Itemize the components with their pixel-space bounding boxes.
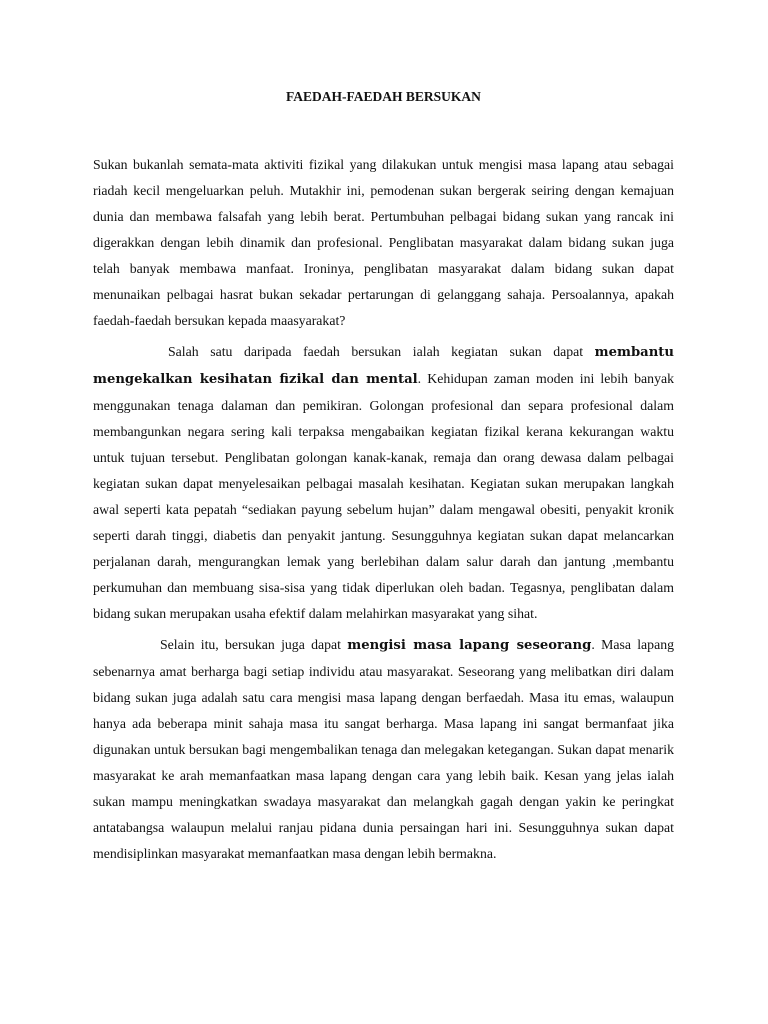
paragraph-introduction — [93, 152, 674, 334]
paragraph-text: Sukan bukanlah semata-mata aktiviti fizikal yang dilakukan untuk mengisi masa lapang atau sebagai riadah kecil mengeluarkan peluh. Mutakhir ini, pemodenan sukan bergerak seiring dengan kemajuan dunia dan membawa falsafah yang lebih berat. Pertumbuhan pelbagai bidang sukan yang rancak ini digerakkan dengan lebih dinamik dan profesional. Penglibatan masyarakat dalam bidang sukan juga telah banyak membawa manfaat. Ironinya, penglibatan masyarakat dalam bidang sukan dapat menunaikan pelbagai hasrat bukan sekadar pertarungan di gelanggang sahaja. Persoalannya, apakah faedah-faedah bersukan kepada maasyarakat? — [93, 157, 674, 328]
paragraph-text-lead: Salah satu daripada faedah bersukan ialah kegiatan sukan dapat — [168, 344, 595, 359]
document-title: FAEDAH-FAEDAH BERSUKAN — [286, 89, 481, 104]
document-page — [93, 84, 674, 867]
bold-key-point: mengisi masa lapang seseorang — [347, 638, 592, 653]
paragraph-text-lead: Selain itu, bersukan juga dapat — [160, 637, 348, 652]
paragraph-health-benefit — [93, 339, 674, 627]
paragraph-text-rest: . Kehidupan zaman moden ini lebih banyak menggunakan tenaga dalaman dan pemikiran. Golongan profesional dan separa profesional dalam membangunkan negara sering kali terpaksa mengabaikan kegiatan fizikal kerana kekurangan waktu untuk tujuan tersebut. Penglibatan golongan kanak-kanak, remaja dan orang dewasa dalam pelbagai kegiatan sukan dapat menyelesaikan pelbagai masalah kesihatan. Kegiatan sukan merupakan langkah awal seperti kata pepatah “sediakan payung sebelum hujan” dalam mengawal obesiti, penyakit kronik seperti darah tinggi, diabetis dan penyakit jantung. Sesungguhnya kegiatan sukan dapat melancarkan perjalanan darah, mengurangkan lemak yang berlebihan dalam salur darah dan jantung ,membantu perkumuhan dan membuang sisa-sisa yang tidak diperlukan oleh badan. Tegasnya, penglibatan dalam bidang sukan merupakan usaha efektif dalam melahirkan masyarakat yang sihat. — [93, 371, 674, 621]
paragraph-text-rest: . Masa lapang sebenarnya amat berharga bagi setiap individu atau masyarakat. Seseorang yang melibatkan diri dalam bidang sukan juga adalah satu cara mengisi masa lapang dengan berfaedah. Masa itu emas, walaupun hanya ada beberapa minit sahaja masa itu sangat berharga. Masa lapang ini sangat bermanfaat jika digunakan untuk bersukan bagi mengembalikan tenaga dan melegakan ketegangan. Sukan dapat menarik masyarakat ke arah memanfaatkan masa lapang dengan cara yang lebih baik. Kesan yang jelas ialah sukan mampu meningkatkan swadaya masyarakat dan melangkah gagah dengan yakin ke peringkat antatabangsa walaupun melalui ranjau pidana dunia persaingan hari ini. Sesungguhnya sukan dapat mendisiplinkan masyarakat memanfaatkan masa dengan lebih bermakna. — [93, 637, 674, 861]
paragraph-leisure-benefit — [93, 632, 674, 867]
bold-key-point: membantu mengekalkan kesihatan fizikal dan mental — [93, 345, 674, 387]
